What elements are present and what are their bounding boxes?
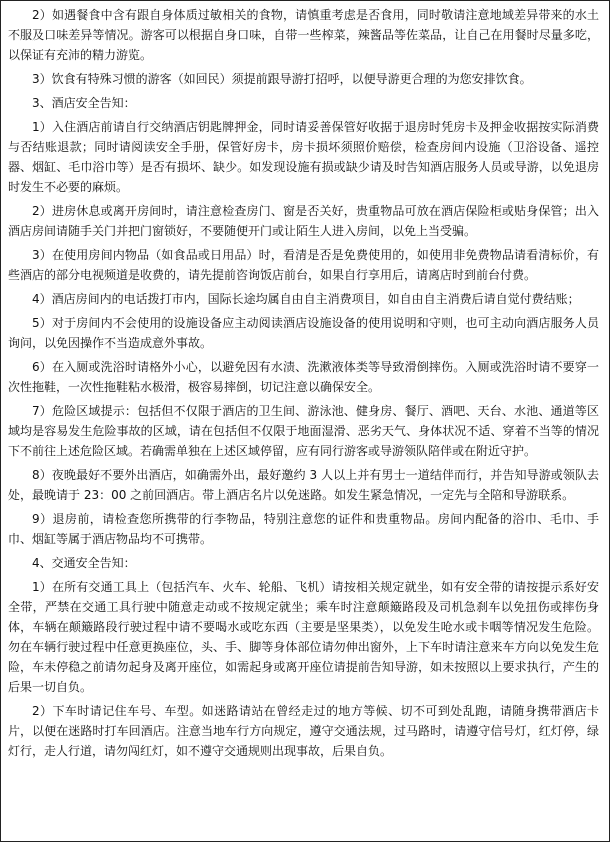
hotel-note-7: 7）危险区域提示：包括但不仅限于酒店的卫生间、游泳池、健身房、餐厅、酒吧、天台、水池、通道等区域均是容易发生危险事故的区域，请在包括但不仅限于地面湿滑、恶劣天气、身体状况不适、穿着不当等的情况下不前往上述危险区域。若确需单独在上述区域停留，应有同行游客或导游领队陪伴或在附近守护。 <box>8 404 599 458</box>
hotel-note-4: 4）酒店房间内的电话拨打市内，国际长途均属自由自主消费项目，如自由自主消费后请自觉付费结账； <box>32 292 580 306</box>
traffic-note-1: 1）在所有交通工具上（包括汽车、火车、轮船、飞机）请按相关规定就坐，如有安全带的请按提示系好安全带，严禁在交通工具行驶中随意走动或不按规定就坐；乘车时注意颠簸路段及司机急刹车以免扭伤或摔伤身体，车辆在颠簸路段行驶过程中请不要喝水或吃东西（主要是坚果类），以免发生呛水或卡咽等情况发生危险。勿在车辆行驶过程中任意更换座位，头、手、脚等身体部位请勿伸出窗外，上下车时请注意来车方向以免发生危险，车未停稳之前请勿起身及离开座位，如需起身或离开座位请提前告知导游，如未按照以上要求执行，产生的后果一切自负。 <box>8 580 599 694</box>
hotel-note-3: 3）在使用房间内物品（如食品或日用品）时，看清是否是免费使用的，如使用非免费物品请看清标价，有些酒店的部分电视频道是收费的，请先提前咨询饭店前台，如果自行享用后，请离店时到前台付费。 <box>8 248 599 282</box>
hotel-note-6: 6）在入厕或洗浴时请格外小心，以避免因有水渍、洗漱液体类等导致滑倒摔伤。入厕或洗浴时请不要穿一次性拖鞋，一次性拖鞋粘水极滑，极容易摔倒，切记注意以确保安全。 <box>8 360 599 394</box>
hotel-note-2: 2）进房休息或离开房间时，请注意检查房门、窗是否关好，贵重物品可放在酒店保险柜或贴身保管；出入酒店房间请随手关门并把门窗锁好，不要随便开门或让陌生人进入房间，以免上当受骗。 <box>8 204 599 238</box>
food-note-2: 2）如遇餐食中含有跟自身体质过敏相关的食物，请慎重考虑是否食用，同时敬请注意地域差异带来的水土不服及口味差异等情况。游客可以根据自身口味，自带一些榨菜，辣酱品等佐菜品，让自己在用餐时尽量多吃，以保证有充沛的精力游览。 <box>8 8 599 62</box>
hotel-note-1: 1）入住酒店前请自行交纳酒店钥匙牌押金，同时请妥善保管好收据于退房时凭房卡及押金收据按实际消费与否结账退款；同时请阅读安全手册，保管好房卡，房卡损坏须照价赔偿，检查房间内设施（卫浴设备、遥控器、烟缸、毛巾浴巾等）是否有损坏、缺少。如发现设施有损或缺少请及时告知酒店服务人员或导游，以免退房时发生不必要的麻烦。 <box>8 120 599 194</box>
hotel-note-5: 5）对于房间内不会使用的设施设备应主动阅读酒店设施设备的使用说明和守则，也可主动向酒店服务人员询问，以免因操作不当造成意外事故。 <box>8 316 599 350</box>
food-note-3: 3）饮食有特殊习惯的游客（如回民）须提前跟导游打招呼，以便导游更合理的为您安排饮食。 <box>32 72 532 86</box>
hotel-safety-heading: 3、酒店安全告知： <box>32 96 136 110</box>
traffic-safety-heading: 4、交通安全告知： <box>32 556 136 570</box>
hotel-note-8: 8）夜晚最好不要外出酒店，如确需外出，最好邀约 3 人以上并有男士一道结伴而行，并告知导游或领队去处，最晚请于 23：00 之前回酒店。带上酒店名片以免迷路。如发生紧急情况，一定先与全陪和导游联系。 <box>8 468 599 502</box>
hotel-note-9: 9）退房前，请检查您所携带的行李物品，特别注意您的证件和贵重物品。房间内配备的浴巾、毛巾、手巾、烟缸等属于酒店物品均不可携带。 <box>8 512 599 546</box>
traffic-note-2: 2）下车时请记住车号、车型。如迷路请站在曾经走过的地方等候、切不可到处乱跑，请随身携带酒店卡片，以便在迷路时打车回酒店。注意当地车行方向规定，遵守交通法规，过马路时，请遵守信号灯，红灯停，绿灯行，走人行道，请勿闯红灯，如不遵守交通规则出现事故，后果自负。 <box>8 704 599 758</box>
